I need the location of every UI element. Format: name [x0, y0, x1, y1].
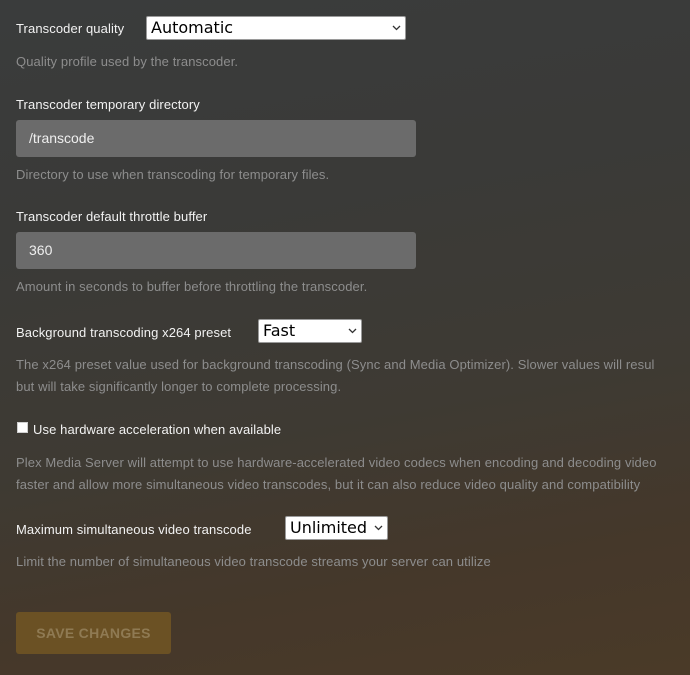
transcoder-quality-label: Transcoder quality [16, 21, 125, 36]
temp-directory-help: Directory to use when transcoding for temporary files. [16, 167, 330, 182]
chevron-down-icon [374, 525, 383, 531]
x264-preset-select[interactable] [258, 319, 362, 343]
x264-preset-help-line1: The x264 preset value used for background transcoding (Sync and Media Optimizer). Slower values will resul [16, 357, 655, 372]
temp-directory-input[interactable]: /transcode [16, 120, 416, 157]
x264-preset-label: Background transcoding x264 preset [16, 325, 232, 340]
max-transcode-label: Maximum simultaneous video transcode [16, 522, 252, 537]
transcoder-quality-help: Quality profile used by the transcoder. [16, 54, 239, 69]
transcoder-quality-value: Automatic [151, 18, 234, 37]
save-changes-button[interactable]: SAVE CHANGES [16, 612, 171, 654]
hw-accel-label[interactable]: Use hardware acceleration when available [33, 422, 282, 437]
max-transcode-help: Limit the number of simultaneous video transcode streams your server can utilize [16, 554, 491, 569]
transcoder-quality-select[interactable] [146, 16, 406, 40]
hw-accel-checkbox[interactable] [17, 422, 28, 433]
hw-accel-help-line1: Plex Media Server will attempt to use hardware-accelerated video codecs when encoding and decoding video [16, 455, 657, 470]
throttle-buffer-input[interactable]: 360 [16, 232, 416, 269]
max-transcode-select[interactable] [285, 516, 388, 540]
x264-preset-help-line2: but will take significantly longer to complete processing. [16, 379, 342, 394]
x264-preset-value: Fast [263, 321, 296, 340]
throttle-buffer-help: Amount in seconds to buffer before throttling the transcoder. [16, 279, 368, 294]
temp-directory-label: Transcoder temporary directory [16, 97, 200, 112]
throttle-buffer-label: Transcoder default throttle buffer [16, 209, 208, 224]
chevron-down-icon [348, 328, 357, 334]
chevron-down-icon [392, 25, 401, 31]
hw-accel-help-line2: faster and allow more simultaneous video transcodes, but it can also reduce video quality and compatibility [16, 477, 641, 492]
max-transcode-value: Unlimited [290, 518, 368, 537]
